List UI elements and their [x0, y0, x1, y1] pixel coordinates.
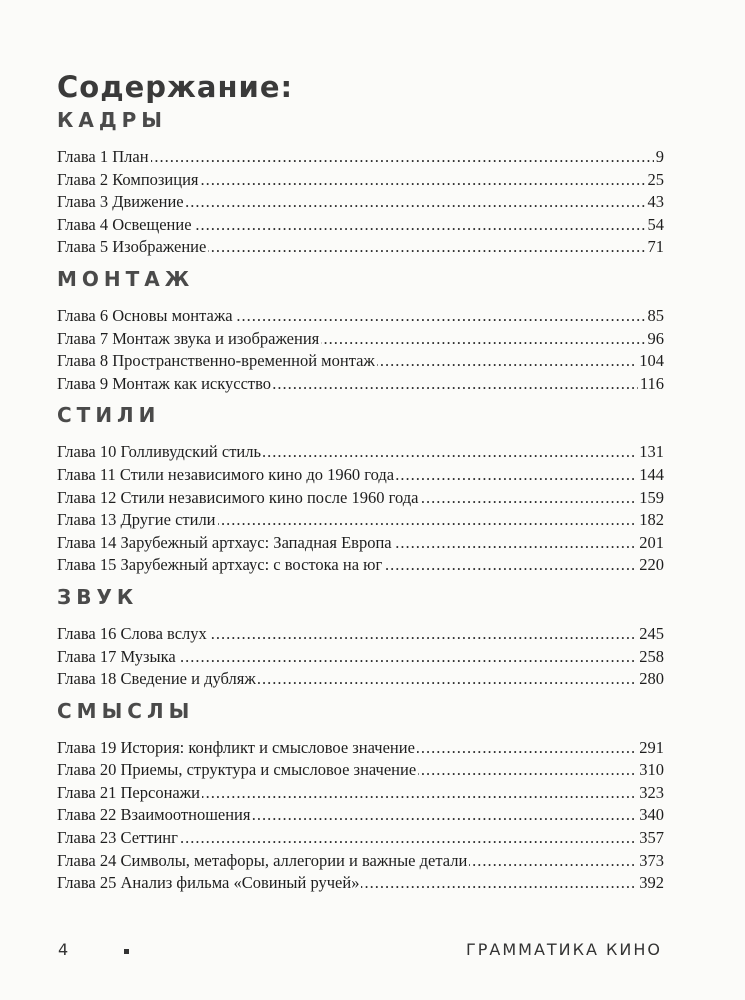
section-heading: СТИЛИ: [57, 403, 161, 428]
toc-entry-page: 54: [647, 214, 664, 234]
toc-entry: [57, 350, 664, 373]
toc-entry: [57, 214, 664, 237]
toc-entry-label: Глава 24 Символы, метафоры, аллегории и важные детали: [57, 850, 468, 870]
toc-entry-page: 280: [639, 669, 664, 689]
toc-entry: [57, 623, 664, 646]
toc-entry: [57, 737, 664, 760]
toc-entry: [57, 305, 664, 328]
toc-entry-page: 104: [639, 351, 664, 371]
toc-entry-label: Глава 9 Монтаж как искусство: [57, 373, 272, 393]
toc-entry: [57, 464, 664, 487]
toc-entry: [57, 804, 664, 827]
toc-entry-page: 392: [639, 873, 664, 893]
toc-entry-label: Глава 10 Голливудский стиль: [57, 442, 262, 462]
toc-entry-label: Глава 13 Другие стили: [57, 510, 216, 530]
toc-entry-page: 159: [639, 487, 664, 507]
toc-entry-page: 220: [639, 555, 664, 575]
toc-entry-label: Глава 19 История: конфликт и смысловое значение: [57, 737, 415, 757]
toc-entry-label: Глава 2 Композиция: [57, 169, 199, 189]
toc-section: [0, 106, 745, 259]
toc-entry-label: Глава 14 Зарубежный артхаус: Западная Европа: [57, 532, 392, 552]
toc-entry: [57, 827, 664, 850]
toc-section: [0, 697, 745, 895]
toc-entry-label: Глава 11 Стили независимого кино до 1960 года: [57, 464, 395, 484]
toc-entry-label: Глава 7 Монтаж звука и изображения: [57, 328, 320, 348]
toc-entry: [57, 872, 664, 895]
toc-entry-label: Глава 18 Сведение и дубляж: [57, 669, 256, 689]
toc-entry: [57, 759, 664, 782]
toc-entry: [57, 850, 664, 873]
toc-entry: [57, 554, 664, 577]
toc-entry-page: 310: [639, 760, 664, 780]
toc-entry-page: 131: [639, 442, 664, 462]
toc-entry-page: 323: [639, 782, 664, 802]
page-title: Содержание:: [57, 70, 294, 104]
toc-entry: [57, 509, 664, 532]
toc-entry-label: Глава 21 Персонажи: [57, 782, 200, 802]
toc-entry-label: Глава 22 Взаимоотношения: [57, 805, 251, 825]
toc-entry: [57, 191, 664, 214]
toc-entry-page: 201: [639, 532, 664, 552]
toc-entry-page: 258: [639, 646, 664, 666]
toc-entry-label: Глава 25 Анализ фильма «Совиный ручей»: [57, 873, 360, 893]
toc-entry-page: 291: [639, 737, 664, 757]
toc-entry-page: 340: [639, 805, 664, 825]
toc-entry-label: Глава 17 Музыка: [57, 646, 176, 666]
toc-entry: [57, 532, 664, 555]
toc-entry-list: [0, 623, 745, 691]
toc-entry: [57, 487, 664, 510]
toc-entry-label: Глава 3 Движение: [57, 192, 184, 212]
toc-entry-page: 71: [647, 237, 664, 257]
toc-entry-label: Глава 8 Пространственно-временной монтаж: [57, 351, 375, 371]
section-heading: ЗВУК: [57, 584, 139, 609]
toc-entry-label: Глава 23 Сеттинг: [57, 828, 178, 848]
toc-entry: [57, 668, 664, 691]
toc-entry-label: Глава 15 Зарубежный артхаус: с востока на юг: [57, 555, 383, 575]
toc-entry: [57, 646, 664, 669]
toc-entry-label: Глава 12 Стили независимого кино после 1960 года: [57, 487, 419, 507]
toc-entry-list: [0, 737, 745, 895]
toc-entry: [57, 328, 664, 351]
toc-entry-label: Глава 6 Основы монтажа: [57, 305, 233, 325]
toc-section: [0, 265, 745, 395]
toc-entry: [57, 169, 664, 192]
footer-bullet: [124, 949, 129, 954]
section-heading: МОНТАЖ: [57, 266, 195, 291]
toc-entry-page: 116: [639, 373, 664, 393]
toc-section: [0, 583, 745, 691]
toc-entry-label: Глава 5 Изображение: [57, 237, 207, 257]
toc-entry-label: Глава 20 Приемы, структура и смысловое значение: [57, 760, 417, 780]
toc-entry-label: Глава 16 Слова вслух: [57, 623, 207, 643]
toc-section: [0, 401, 745, 577]
toc-entry-page: 43: [647, 192, 664, 212]
toc-entry-label: Глава 1 План: [57, 147, 149, 166]
toc-entry: [57, 373, 664, 396]
section-heading: КАДРЫ: [57, 108, 168, 132]
toc-entry-label: Глава 4 Освещение: [57, 214, 192, 234]
toc-entry: [57, 146, 664, 169]
toc-entry-list: [0, 146, 745, 259]
toc-entry-page: 245: [639, 623, 664, 643]
toc-entry: [57, 782, 664, 805]
toc-entry: [57, 236, 664, 259]
toc-entry-page: 144: [639, 464, 664, 484]
toc-entry-page: 96: [647, 328, 664, 348]
toc-entry-page: 85: [647, 305, 664, 325]
toc-entry: [57, 441, 664, 464]
toc-entry-page: 9: [655, 147, 664, 166]
footer-page-number: 4: [58, 940, 69, 959]
footer-book-title: ГРАММАТИКА КИНО: [466, 940, 662, 959]
toc-entry-page: 25: [647, 169, 664, 189]
toc-entry-page: 357: [639, 828, 664, 848]
toc-entry-page: 182: [639, 510, 664, 530]
table-of-contents: [0, 106, 745, 901]
toc-entry-page: 373: [639, 850, 664, 870]
section-heading: СМЫСЛЫ: [57, 698, 195, 723]
toc-entry-list: [0, 441, 745, 577]
toc-entry-list: [0, 305, 745, 395]
